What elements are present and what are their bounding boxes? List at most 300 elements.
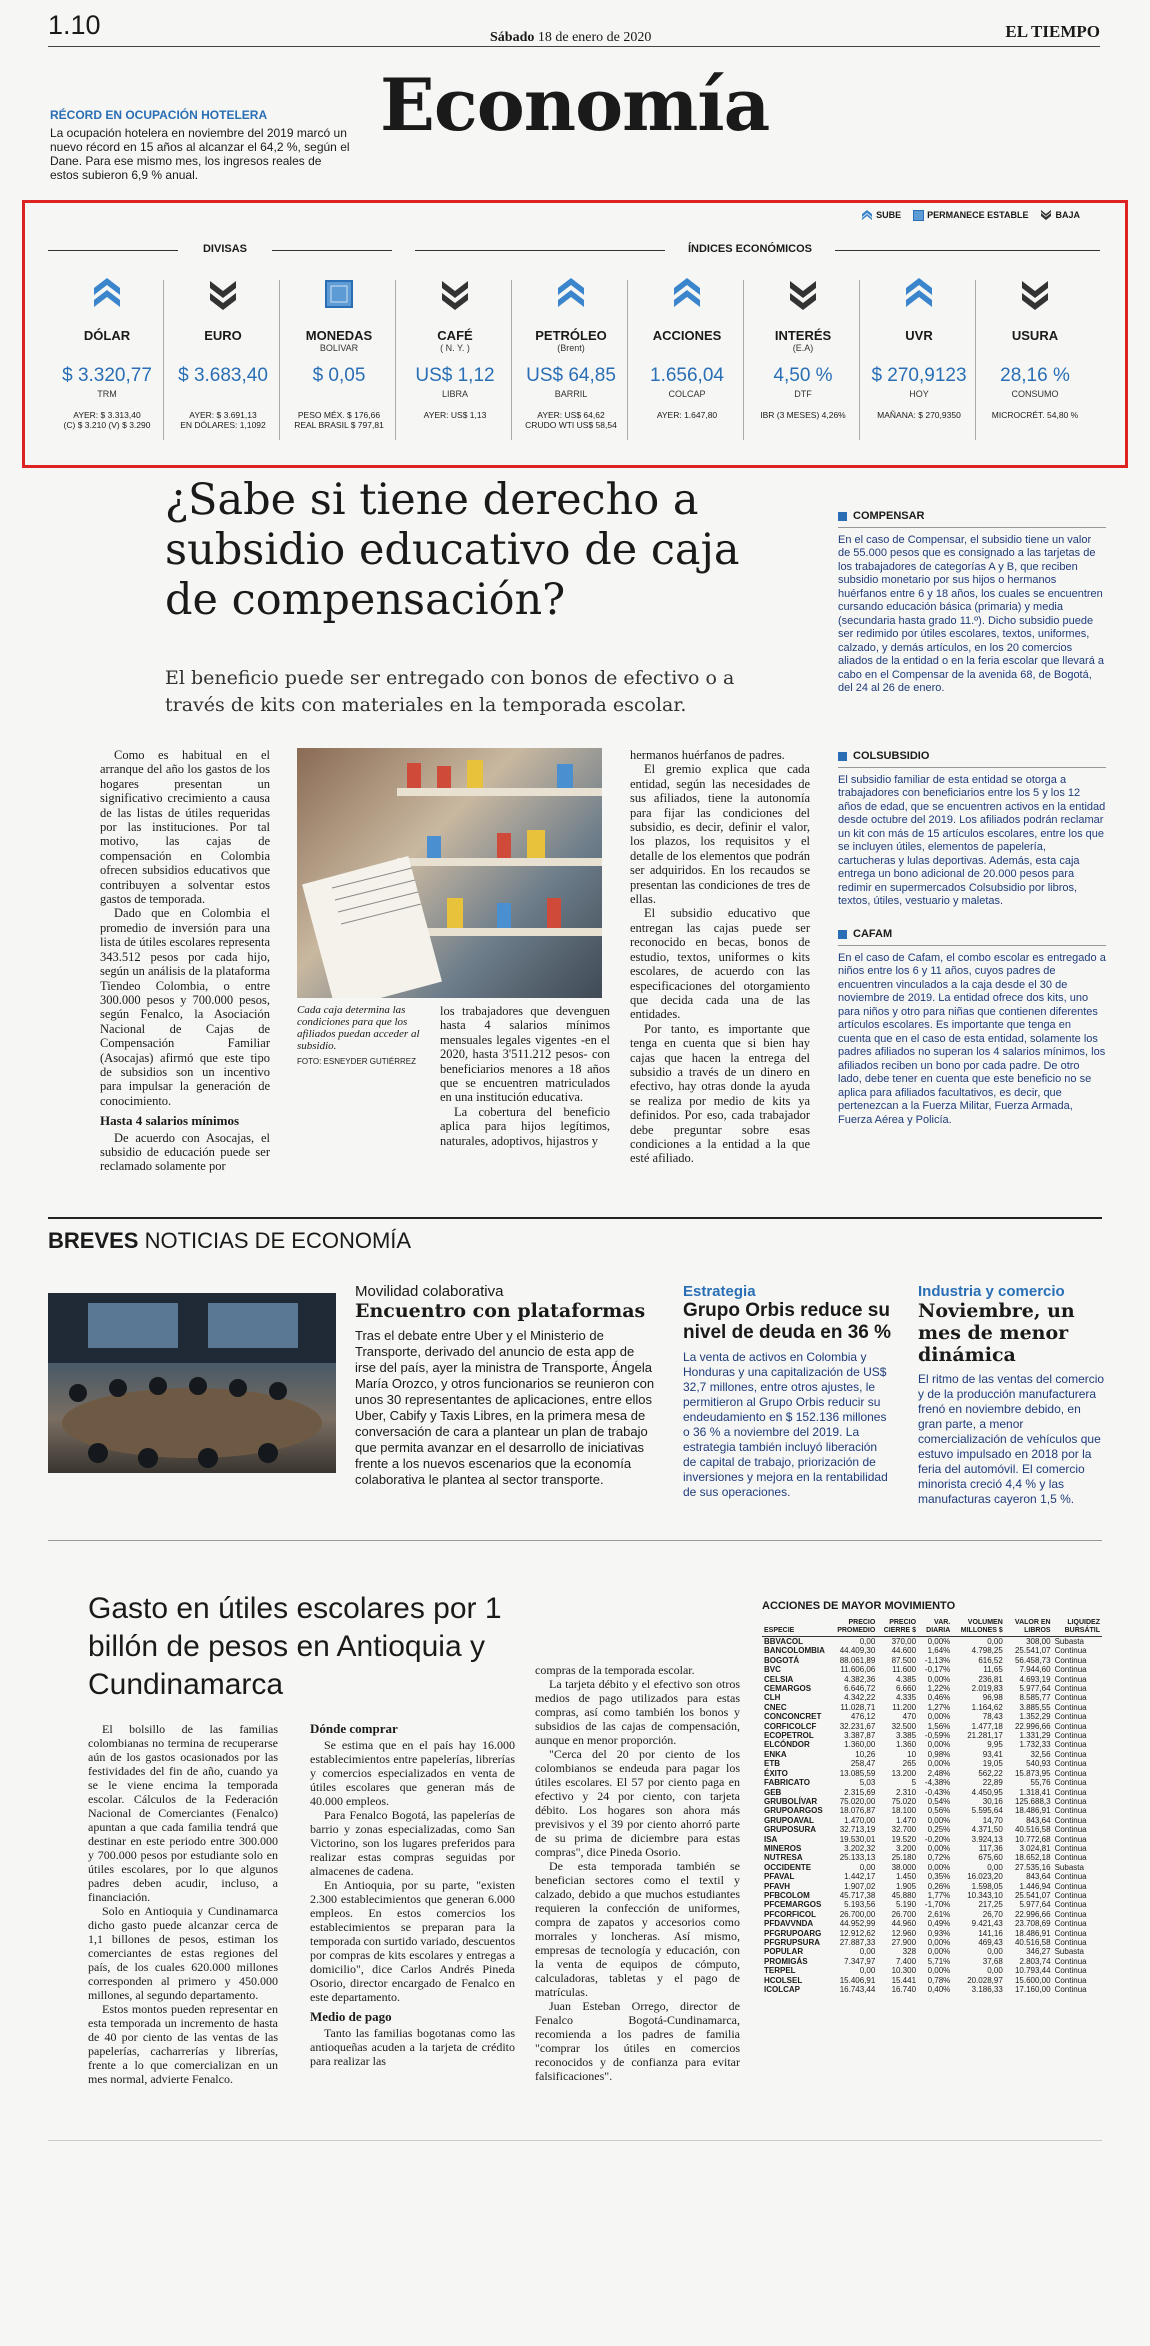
table-cell: 9.421,43	[971, 1919, 1003, 1929]
table-cell: 5,03	[859, 1778, 876, 1788]
table-cell: PFDAVVNDA	[764, 1919, 814, 1929]
table-cell: 0,00%	[927, 1759, 951, 1769]
table-cell: 3.200	[896, 1843, 917, 1853]
table-cell: 0,54%	[927, 1796, 951, 1806]
table-cell: 843,64	[1026, 1872, 1051, 1882]
table-cell: 32.500	[891, 1721, 917, 1731]
indicator-name: INTERÉS	[774, 328, 832, 343]
up-arrow-icon	[628, 270, 746, 318]
table-cell: 1.352,29	[1019, 1712, 1051, 1722]
table-row	[762, 1938, 1102, 1947]
table-cell: 1.470,00	[844, 1815, 876, 1825]
article-deck: El beneficio puede ser entregado con bonos de efectivo o a través de kits con materiales en la temporada escolar.	[165, 667, 735, 716]
table-cell: 23.708,69	[1014, 1919, 1051, 1929]
breves-header: BREVES NOTICIAS DE ECONOMÍA	[48, 1228, 412, 1253]
article2-col-2: Dónde comprar Se estima que en el país hay 16.000 establecimientos entre papelerías, librerías y comercios especializados en venta de útiles escolares que generan más de 40.000 empleos. Para Fenalco Bogotá, las papelerías de barrio y zonas especializadas, como San Victorino, son los lugares preferidos para realizar estas compras seguidas por almacenes de cadena. En Antioquia, por su parte, "existen 2.300 establecimientos que generan 6.000 empleos. En estos comercios los establecimientos se preparan para la temporada con surtido variado, descuentos por compras de kits escolares y entregas a domicilio", dice Carlos Andrés Pineda Osorio, director encargado de Fenalco en este departamento. Medio de pago Tanto las familias bogotanas como las antioqueñas acuden a la tarjeta de crédito para realizar las	[310, 1721, 515, 2068]
table-cell: Continua	[1054, 1919, 1087, 1929]
divisas-rule-left	[48, 250, 178, 251]
table-cell: 2.310	[896, 1787, 917, 1797]
table-cell: Continua	[1054, 1815, 1087, 1825]
legend-down: BAJA	[1040, 209, 1080, 221]
indicator-divider	[163, 280, 164, 440]
table-row	[762, 1703, 1102, 1712]
indicator-sub: (E.A)	[792, 343, 814, 353]
indicator-divider	[975, 280, 976, 440]
photo-credit: FOTO: ESNEYDER GUTIÉRREZ	[297, 1057, 416, 1066]
table-cell: Continua	[1054, 1985, 1087, 1995]
table-cell: 3.202,32	[844, 1843, 876, 1853]
table-cell: 0,78%	[927, 1975, 951, 1985]
table-cell: 16.023,20	[967, 1872, 1003, 1882]
table-cell: HCOLSEL	[764, 1975, 803, 1985]
table-cell: GRUPOAVAL	[764, 1815, 814, 1825]
record-title: RÉCORD EN OCUPACIÓN HOTELERA	[50, 108, 268, 122]
table-row	[762, 1825, 1102, 1834]
table-cell: 30,16	[982, 1796, 1003, 1806]
indicator-value: $ 0,05	[312, 365, 366, 386]
table-cell: 45.717,38	[839, 1890, 876, 1900]
table-cell: 616,52	[978, 1655, 1003, 1665]
table-row	[762, 1769, 1102, 1778]
indicator-uvr	[860, 270, 978, 420]
table-cell: 117,36	[978, 1843, 1003, 1853]
hotel-record-brief	[50, 108, 350, 182]
table-cell: 141,16	[978, 1928, 1003, 1938]
square-bullet-icon	[838, 930, 847, 939]
table-cell: 15.600,00	[1014, 1975, 1051, 1985]
table-cell: PFAVAL	[764, 1872, 795, 1882]
table-cell: Continua	[1054, 1853, 1087, 1863]
table-cell: 93,41	[982, 1749, 1003, 1759]
indicator-footnote: MAÑANA: $ 270,9350	[877, 410, 961, 420]
table-row	[762, 1788, 1102, 1797]
indicator-unit: HOY	[909, 389, 929, 399]
indicator-sub: ( N. Y. )	[440, 343, 470, 353]
table-cell: 0,46%	[927, 1693, 951, 1703]
indicator-sub: BOLIVAR	[319, 343, 359, 353]
table-cell: Continua	[1054, 1665, 1087, 1675]
table-cell: 11.606,06	[840, 1665, 876, 1675]
indicator-unit: BARRIL	[554, 389, 588, 399]
table-cell: -0,20%	[924, 1834, 951, 1844]
table-row	[762, 1891, 1102, 1900]
indicator-divider	[395, 280, 396, 440]
table-row	[762, 1844, 1102, 1853]
table-row	[762, 1637, 1102, 1647]
table-cell: Continua	[1054, 1881, 1087, 1891]
edition-date	[490, 30, 651, 46]
table-row	[762, 1872, 1102, 1881]
table-cell: 96,98	[982, 1693, 1003, 1703]
table-cell: 5,71%	[927, 1956, 951, 1966]
table-cell: PFGRUPSURA	[764, 1938, 821, 1947]
table-cell: Continua	[1054, 1843, 1087, 1853]
table-cell: 5.193,56	[844, 1900, 876, 1910]
table-cell: 19.520	[891, 1834, 917, 1844]
indicator-footnote: AYER: $ 3.691,13 EN DÓLARES: 1,1092	[180, 410, 266, 430]
indicator-divider	[627, 280, 628, 440]
table-cell: 1,56%	[927, 1721, 951, 1731]
indicator-name: UVR	[905, 328, 933, 343]
article-col-1: Como es habitual en el arranque del año los gastos de los hogares presentan un significativo crecimiento a causa de las listas de útiles requeridas por las instituciones. Por tal motivo, las cajas de compensación en Colombia ofrecen subsidios educativos que contribuyen a solventar estos gastos de temporada. Dado que en Colombia el promedio de inversión para una lista de útiles escolares representa 343.512 pesos por cada hijo, según un análisis de la plataforma Tiendeo Colombia, o entre 300.000 pesos y 700.000 pesos, según Fenalco, la Asociación Nacional de Cajas de Compensación Familiar (Asocajas) afirmó que este tipo de subsidios son un incentivo para impulsar la generación de conocimiento. Hasta 4 salarios mínimos De acuerdo con Asocajas, el subsidio de educación puede ser reclamado solamente por	[100, 748, 270, 1174]
table-row	[762, 1853, 1102, 1862]
table-row	[762, 1929, 1102, 1938]
table-cell: 258,47	[850, 1759, 876, 1769]
table-cell: 32,56	[1030, 1749, 1051, 1759]
table-cell: 55,76	[1030, 1778, 1051, 1788]
table-cell: 125.688,3	[1014, 1796, 1051, 1806]
table-cell: 0,49%	[927, 1919, 951, 1929]
table-cell: 0,00%	[927, 1947, 951, 1957]
indicator-name: MONEDAS	[305, 328, 373, 343]
indices-header: ÍNDICES ECONÓMICOS	[687, 243, 813, 255]
indicator-value: US$ 64,85	[526, 365, 616, 386]
indicator-name: DÓLAR	[83, 328, 131, 343]
table-cell: 1.446,94	[1019, 1881, 1051, 1891]
stocks-col-header: VALOR EN LIBROS	[1005, 1618, 1053, 1637]
table-cell: 0,00	[859, 1862, 876, 1872]
table-cell: 308,00	[1026, 1637, 1051, 1646]
indicator-divider	[279, 280, 280, 440]
table-cell: MINEROS	[764, 1843, 802, 1853]
table-cell: 25.180	[891, 1853, 917, 1863]
table-cell: CONCONCRET	[764, 1712, 822, 1722]
table-cell: 1.907,02	[844, 1881, 876, 1891]
stocks-table	[762, 1618, 1102, 1994]
meeting-illustration	[48, 1293, 336, 1473]
down-arrow-icon	[164, 270, 282, 318]
table-row	[762, 1656, 1102, 1665]
table-cell: 5.595,64	[971, 1806, 1003, 1816]
table-row	[762, 1759, 1102, 1768]
table-cell: Continua	[1054, 1825, 1087, 1835]
table-cell: Continua	[1054, 1938, 1087, 1947]
table-cell: 26.700	[891, 1909, 917, 1919]
stocks-col-header: PRECIO CIERRE $	[877, 1618, 918, 1637]
table-cell: 1.470	[896, 1815, 917, 1825]
table-cell: 22.996,66	[1014, 1909, 1051, 1919]
table-cell: PFBCOLOM	[764, 1890, 810, 1900]
table-cell: 37,68	[982, 1956, 1003, 1966]
indicator-value: US$ 1,12	[415, 365, 495, 386]
table-cell: 476,12	[850, 1712, 876, 1722]
table-cell: 4.371,50	[971, 1825, 1003, 1835]
table-cell: 56.458,73	[1014, 1655, 1051, 1665]
table-cell: Continua	[1054, 1966, 1087, 1976]
page-number: 1.10	[48, 10, 101, 40]
table-cell: 1.318,41	[1019, 1787, 1051, 1797]
date-rest: 18 de enero de 2020	[537, 30, 652, 45]
table-cell: 40.516,58	[1014, 1938, 1051, 1947]
table-cell: Subasta	[1054, 1862, 1084, 1872]
shelves-illustration	[297, 748, 602, 998]
sidebar-colsubsidio: COLSUBSIDIO El subsidio familiar de esta entidad se otorga a trabajadores con beneficiarios entre los 5 y los 12 años de edad, que se encuentren activos en la entidad desde octubre del 2019. Los afiliados podrán reclamar un kit con más de 15 artículos escolares, entre los que se incluyen útiles, elementos de papelería, cartucheras y lulas deportivas. Además, esta caja entrega un bono adicional de 20.000 pesos para redimir en supermercados Colsubsidio por libros, textos, útiles, vestuario y maletas.	[838, 750, 1106, 907]
table-row	[762, 1675, 1102, 1684]
table-cell: 1.732,33	[1019, 1740, 1051, 1750]
table-row	[762, 1919, 1102, 1928]
table-cell: 0,00	[987, 1947, 1003, 1957]
table-cell: 26,70	[982, 1909, 1003, 1919]
school-supplies-photo	[297, 748, 602, 998]
indicator-name: PETRÓLEO	[535, 328, 607, 343]
table-cell: 0,00	[859, 1947, 876, 1957]
table-cell: BANCOLOMBIA	[764, 1646, 825, 1656]
table-row	[762, 1722, 1102, 1731]
table-cell: 1.450	[896, 1872, 917, 1882]
indicator-value: 4,50 %	[773, 365, 833, 386]
table-cell: Continua	[1054, 1872, 1087, 1882]
header-rule	[48, 46, 1100, 47]
table-cell: 13.085,59	[839, 1768, 876, 1778]
indicator-footnote: MICROCRÉT. 54,80 %	[991, 410, 1079, 420]
table-cell: 15.406,91	[839, 1975, 876, 1985]
table-row	[762, 1684, 1102, 1693]
table-cell: 1,27%	[927, 1702, 951, 1712]
table-cell: CORFICOLCF	[764, 1721, 817, 1731]
table-row	[762, 1910, 1102, 1919]
table-cell: Subasta	[1054, 1947, 1084, 1957]
table-cell: -0,43%	[924, 1787, 951, 1797]
table-row	[762, 1806, 1102, 1815]
table-cell: 1.598,05	[971, 1881, 1003, 1891]
table-cell: 13.200	[891, 1768, 917, 1778]
up-arrow-icon	[512, 270, 630, 318]
stable-square-icon	[280, 270, 398, 318]
table-cell: 44.600	[891, 1646, 917, 1656]
indicator-value: 28,16 %	[1000, 365, 1070, 386]
table-row	[762, 1646, 1102, 1655]
table-cell: ENKA	[764, 1749, 787, 1759]
table-cell: 8.585,77	[1019, 1693, 1051, 1703]
table-cell: 0,93%	[927, 1928, 951, 1938]
indicator-unit: DTF	[794, 389, 812, 399]
page-bottom-rule	[48, 2140, 1102, 2141]
table-cell: ÉXITO	[764, 1768, 788, 1778]
table-cell: 11.200	[892, 1702, 917, 1712]
table-cell: 16.740	[891, 1985, 917, 1995]
indicator-value: $ 3.320,77	[62, 365, 152, 386]
table-cell: 14,70	[982, 1815, 1003, 1825]
photo-caption: Cada caja determina las condiciones para que los afiliados puedan acceder al subsidio. FOTO: ESNEYDER GUTIÉRREZ	[297, 1004, 427, 1068]
table-cell: 0,56%	[927, 1806, 951, 1816]
table-cell: Continua	[1054, 1909, 1087, 1919]
table-cell: 32.700	[891, 1825, 917, 1835]
table-cell: 19,05	[982, 1759, 1003, 1769]
table-cell: 470	[902, 1712, 917, 1722]
breves-rule	[48, 1217, 1102, 1219]
table-cell: 3.186,33	[971, 1985, 1003, 1995]
newspaper-name: EL TIEMPO	[1005, 22, 1100, 41]
table-cell: PFCEMARGOS	[764, 1900, 822, 1910]
table-cell: 370,00	[891, 1637, 917, 1646]
table-cell: Continua	[1054, 1834, 1087, 1844]
table-cell: 0,00	[987, 1637, 1003, 1646]
sidebar-cafam: CAFAM En el caso de Cafam, el combo escolar es entregado a niños entre los 6 y 11 años, cuyos padres de encuentren vinculados a la caja desde el 30 de noviembre de 2019. La entidad ofrece dos kits, uno para niños y otro para niñas que contienen diferentes artículos escolares. Es importante que tenga en cuenta que en el caso de esta entidad, solamente los padres afiliados no superan los 4 salarios mínimos, los afiliados reciben un bono por cada padre. De otro lado, debe tener en cuenta que este beneficio no se aplica para afiliados facultativos, es decir, que pertenezcan a la Fuerza Militar, Fuerza Armada, Fuerza Aérea y Policía.	[838, 928, 1106, 1126]
table-row	[762, 1966, 1102, 1975]
breve-movilidad: Movilidad colaborativa Encuentro con plataformas Tras el debate entre Uber y el Ministerio de Transporte, derivado del anuncio de esta app de irse del país, ayer la ministra de Transporte, Ángela María Orozco, y otros funcionarios se reunieron con unos 30 representantes de aplicaciones, entre ellos Uber, Cabify y Taxis Libres, en la primera mesa de conversación de cara a plantear un plan de trabajo que permita avanzar en el desarrollo de iniciativas frente a los nuevos escenarios que la economía colaborativa le plantea al sector transporte.	[355, 1283, 655, 1487]
indicator-sub	[164, 343, 282, 355]
table-cell: 1.331,29	[1019, 1731, 1051, 1741]
table-cell: 1.442,17	[844, 1872, 876, 1882]
table-cell: 6.660	[896, 1684, 917, 1694]
article-col-2: los trabajadores que devenguen hasta 4 salarios mínimos mensuales legales vigentes -en el 2020, hasta 3'511.212 pesos- con beneficiarios menores a 18 años que se encuentren matriculados en una institución educativa. La cobertura del beneficio aplica para hijos legítimos, naturales, adoptivos, hijastros y	[440, 1004, 610, 1148]
table-cell: -1,70%	[924, 1900, 951, 1910]
table-cell: ISA	[764, 1834, 778, 1844]
table-cell: 12.960	[891, 1928, 917, 1938]
table-cell: 11,65	[983, 1665, 1003, 1675]
article2-col-3: compras de la temporada escolar. La tarjeta débito y el efectivo son otros medios de pago utilizados para estas compras, así como también los bonos y subsidios de las cajas de compensación, aunque en menor proporción. "Cerca del 20 por ciento de los colombianos se endeuda para pagar los útiles escolares. El 57 por ciento paga en efectivo y 24 por ciento, con tarjeta débito. Los hogares son ahora más previsivos y el 39 por ciento ahorró parte de su prima de diciembre para estas compras", dice Pineda Osorio. De esta temporada también se benefician sectores como el textil y calzado, debido a que muchos estudiantes requieren la confección de uniformes, compra de zapatos y accesorios como morrales y loncheras. Así mismo, empresas de tecnología y educación, con la venta de equipos de cómputo, calculadoras, tabletas y el pago de matrículas. Juan Esteban Orrego, director de Fenalco Bogotá-Cundinamarca, recomienda a los padres de familia "comprar los útiles en comercios reconocidos y de confianza para evitar falsificaciones".	[535, 1663, 740, 2083]
table-cell: 4.335	[896, 1693, 917, 1703]
legend-stable: PERMANECE ESTABLE	[913, 210, 1028, 221]
table-cell: 0,00%	[927, 1862, 951, 1872]
table-cell: CNEC	[764, 1702, 787, 1712]
table-cell: 843,64	[1026, 1815, 1051, 1825]
table-cell: 26.700,00	[839, 1909, 876, 1919]
stocks-col-header: VOLUMEN MILLONES $	[952, 1618, 1005, 1637]
table-cell: POPULAR	[764, 1947, 804, 1957]
table-row	[762, 1900, 1102, 1909]
stocks-header-row	[762, 1618, 1102, 1637]
table-cell: 6.646,72	[844, 1684, 876, 1694]
table-cell: 328	[902, 1947, 917, 1957]
table-row	[762, 1750, 1102, 1759]
table-cell: OCCIDENTE	[764, 1862, 812, 1872]
indicator-divider	[743, 280, 744, 440]
table-cell: 1.164,62	[971, 1702, 1003, 1712]
table-cell: 18.076,87	[839, 1806, 876, 1816]
table-cell: 3.385	[896, 1731, 917, 1741]
table-cell: 1.360	[896, 1740, 917, 1750]
down-arrow-icon	[744, 270, 862, 318]
table-cell: -4,38%	[924, 1778, 951, 1788]
table-cell: 4.385	[896, 1674, 917, 1684]
table-row	[762, 1778, 1102, 1787]
table-cell: 15.873,95	[1014, 1768, 1051, 1778]
table-cell: Subasta	[1054, 1637, 1084, 1646]
table-row	[762, 1835, 1102, 1844]
up-arrow-icon	[860, 270, 978, 318]
table-cell: ECOPETROL	[764, 1731, 814, 1741]
table-cell: Continua	[1054, 1796, 1087, 1806]
record-text: La ocupación hotelera en noviembre del 2019 marcó un nuevo récord en 15 años al alcanzar el 64,2 %, según el Dane. Para ese mismo mes, los ingresos reales de estos subieron 6,9 % anual.	[50, 126, 350, 182]
table-cell: Continua	[1054, 1806, 1087, 1816]
up-arrow-icon	[48, 270, 166, 318]
indicator-monedas	[280, 270, 398, 430]
indicator-unit: CONSUMO	[1011, 389, 1059, 399]
table-cell: 32.231,67	[839, 1721, 876, 1731]
table-cell: 0,25%	[927, 1825, 951, 1835]
indicator-dólar	[48, 270, 166, 430]
table-cell: -0,59%	[924, 1731, 951, 1741]
table-cell: 0,00%	[927, 1712, 951, 1722]
stocks-body	[762, 1637, 1102, 1995]
table-cell: 11.600	[892, 1665, 917, 1675]
table-cell: 4.342,22	[844, 1693, 876, 1703]
table-cell: 25.541,07	[1014, 1646, 1051, 1656]
table-cell: 675,60	[978, 1853, 1003, 1863]
table-row	[762, 1976, 1102, 1985]
article-col-3: hermanos huérfanos de padres. El gremio explica que cada entidad, según las necesidades de sus afiliados, tiene la autonomía para fijar las condiciones del subsidio, es decir, definir el valor, los plazos, los requisitos y el detalle de los elementos que podrán ser adquiridos. En los recaudos se presentan las condiciones de tres de ellas. El subsidio educativo que entregan las cajas puede ser reconocido en becas, bonos de estudio, textos, uniformes o kits escolares, de acuerdo con las especificaciones del otorgamiento que decida cada una de las entidades. Por tanto, es importante que tenga en cuenta que si bien hay cajas que hacen la entrega del subsidio a través de un dinero en efectivo, hay otras donde la ayuda se realiza por medio de kits ya definidos. Por eso, cada trabajador debe preguntar sobre esas condiciones a la entidad a la que esté afiliado.	[630, 748, 810, 1166]
table-cell: NUTRESA	[764, 1853, 803, 1863]
table-cell: CELSIA	[764, 1674, 794, 1684]
table-cell: 18.100	[891, 1806, 917, 1816]
table-cell: 45.880	[891, 1890, 917, 1900]
table-cell: Continua	[1054, 1956, 1087, 1966]
table-cell: 0,00	[859, 1966, 876, 1976]
legend-up: SUBE	[861, 209, 901, 221]
table-cell: 78,43	[982, 1712, 1003, 1722]
table-cell: 0,00%	[927, 1966, 951, 1976]
up-arrow-icon	[861, 209, 873, 221]
indicator-acciones	[628, 270, 746, 420]
table-cell: 5.190	[896, 1900, 917, 1910]
table-cell: Continua	[1054, 1759, 1087, 1769]
down-arrow-icon	[1040, 209, 1052, 221]
down-arrow-icon	[976, 270, 1094, 318]
table-cell: 38.000	[891, 1862, 917, 1872]
indicator-footnote: IBR (3 MESES) 4,26%	[760, 410, 846, 420]
table-cell: 0,72%	[927, 1853, 951, 1863]
table-cell: 22,89	[982, 1778, 1003, 1788]
table-cell: PFCORFICOL	[764, 1909, 816, 1919]
table-row	[762, 1957, 1102, 1966]
table-cell: 0,00%	[927, 1938, 951, 1947]
table-cell: 22.996,66	[1014, 1721, 1051, 1731]
table-row	[762, 1863, 1102, 1872]
table-cell: 5	[911, 1778, 917, 1788]
table-cell: 2.019,83	[971, 1684, 1003, 1694]
table-cell: 0,00%	[927, 1843, 951, 1853]
divisas-rule-right	[272, 250, 392, 251]
square-bullet-icon	[838, 512, 847, 521]
table-cell: 0,98%	[927, 1749, 951, 1759]
table-row	[762, 1816, 1102, 1825]
sidebar-compensar: COMPENSAR En el caso de Compensar, el subsidio tiene un valor de 55.000 pesos que es consignado a las tarjetas de los trabajadores de categorías A y B, que reciben subsidio monetario por sus hijos o hermanos huérfanos entre 6 y 18 años, los cuales se encuentren cursando educación básica (primaria) y media (secundaria hasta grado 11.º). Dicho subsidio puede ser redimido por útiles escolares, textos, uniformes, calzado, y demás artículos, en los 20 comercios aliados de la entidad o en la feria escolar que llevará a cabo en el Compensar de la avenida 68, de Bogotá, del 24 al 26 de enero.	[838, 510, 1105, 694]
table-cell: 18.486,91	[1014, 1806, 1051, 1816]
table-cell: 87.500	[891, 1655, 917, 1665]
indicator-sub	[628, 343, 746, 355]
table-cell: Continua	[1054, 1693, 1087, 1703]
indicator-name: EURO	[204, 328, 242, 343]
date-day: Sábado	[490, 30, 535, 45]
table-cell: 18.486,91	[1014, 1928, 1051, 1938]
table-cell: 10.300	[891, 1966, 917, 1976]
square-bullet-icon	[838, 752, 847, 761]
table-cell: 20.028,97	[967, 1975, 1003, 1985]
table-cell: 0,00%	[927, 1740, 951, 1750]
table-cell: 16.743,44	[839, 1985, 876, 1995]
table-cell: Continua	[1054, 1740, 1087, 1750]
table-cell: 7.347,97	[844, 1956, 876, 1966]
table-cell: 44.960	[891, 1919, 917, 1929]
table-cell: 10.343,10	[967, 1890, 1003, 1900]
down-arrow-icon	[396, 270, 514, 318]
table-cell: FABRICATO	[764, 1778, 810, 1788]
table-cell: 3.924,13	[971, 1834, 1003, 1844]
indicator-name: CAFÉ	[437, 328, 473, 343]
table-cell: Continua	[1054, 1712, 1087, 1722]
table-cell: 217,25	[978, 1900, 1003, 1910]
indicator-euro	[164, 270, 282, 430]
breve-industria: Industria y comercio Noviembre, un mes de menor dinámica El ritmo de las ventas del comercio y de la producción manufacturera frenó en noviembre debido, en gran parte, a menor comercialización de vehículos que estuvo impulsado en 2018 por la feria del automóvil. El comercio minorista creció 4,4 % y las manufacturas cayeron 1,5 %.	[918, 1283, 1105, 1506]
stocks-col-header: PRECIO PROMEDIO	[827, 1618, 877, 1637]
table-cell: 27.535,16	[1014, 1862, 1051, 1872]
table-cell: Continua	[1054, 1655, 1087, 1665]
meeting-photo	[48, 1293, 336, 1473]
table-cell: 75.020,00	[839, 1796, 876, 1806]
table-cell: 1,64%	[927, 1646, 951, 1656]
table-cell: GEB	[764, 1787, 782, 1797]
